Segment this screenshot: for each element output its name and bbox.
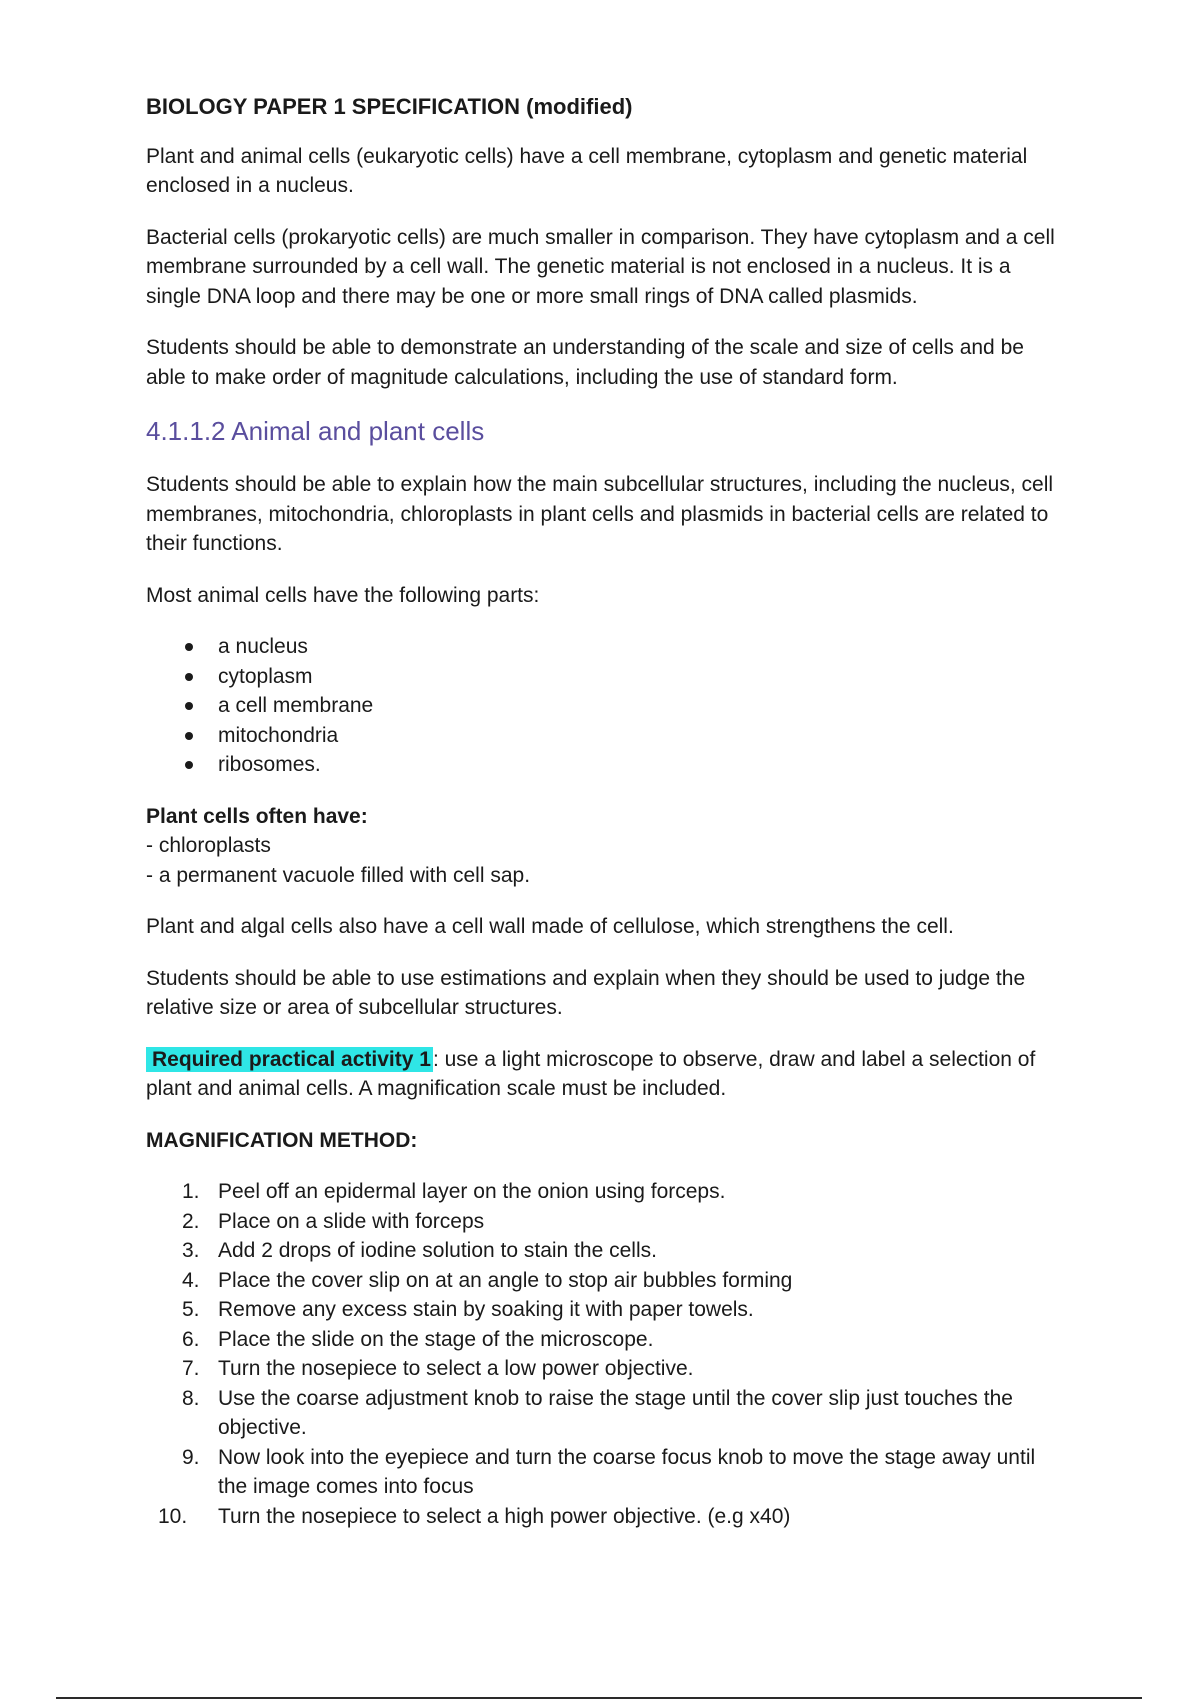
paragraph-estimation: Students should be able to use estimations and explain when they should be used to judge the relative size or area of subcellular structures. — [146, 966, 1026, 1019]
paragraph-scale: Students should be able to demonstrate an understanding of the scale and size of cells and be able to make order of magnitude calculations, including the use of standard form. — [146, 336, 1024, 389]
list-item — [146, 1502, 1066, 1532]
list-item: mitochondria — [146, 721, 1066, 751]
step-text: Place the cover slip on at an angle to stop air bubbles forming — [218, 1268, 793, 1292]
step-text: Add 2 drops of iodine solution to stain the cells. — [218, 1239, 657, 1262]
list-item — [146, 1295, 1066, 1325]
list-item — [146, 1325, 1066, 1355]
section-heading: 4.1.1.2 Animal and plant cells — [146, 416, 485, 446]
list-item — [146, 1266, 1066, 1296]
list-item — [146, 1443, 1066, 1502]
step-number: 7. — [182, 1357, 200, 1380]
list-item — [146, 1384, 1066, 1443]
step-text: Place on a slide with forceps — [218, 1209, 485, 1233]
list-item: ribosomes. — [146, 750, 1066, 780]
list-item: a cell membrane — [146, 691, 1066, 721]
paragraph-cell-wall: Plant and algal cells also have a cell wall made of cellulose, which strengthens the cell. — [146, 915, 954, 938]
step-text: Use the coarse adjustment knob to raise the stage until the cover slip just touches the objective. — [218, 1386, 1013, 1439]
required-practical-label: Required practical activity 1 — [146, 1047, 433, 1072]
plant-part-line: - a permanent vacuole filled with cell sap. — [146, 863, 531, 887]
step-number: 1. — [182, 1180, 200, 1203]
required-practical-text: : use a light microscope to observe, draw and label a selection of plant and animal cells. A magnification scale must be included. — [146, 1047, 1036, 1100]
step-text: Remove any excess stain by soaking it with paper towels. — [218, 1298, 754, 1321]
paragraph-prokaryotic: Bacterial cells (prokaryotic cells) are much smaller in comparison. They have cytoplasm and a cell membrane surrounded by a cell wall. The genetic material is not enclosed in a nucleus. It is a single DNA loop and there may be one or more small rings of DNA called plasmids. — [146, 225, 1055, 308]
step-text: Now look into the eyepiece and turn the coarse focus knob to move the stage away until the image comes into focus — [218, 1445, 1036, 1498]
paragraph-subcellular: Students should be able to explain how the main subcellular structures, including the nucleus, cell membranes, mitochondria, chloroplasts in plant cells and plasmids in bacterial cells are related to their functions. — [146, 473, 1054, 555]
list-item — [146, 1207, 1066, 1237]
list-item: cytoplasm — [146, 662, 1066, 692]
plant-part-line: - chloroplasts — [146, 834, 271, 857]
page-bottom-rule — [56, 1697, 1142, 1699]
step-number: 10. — [158, 1504, 188, 1528]
step-text: Turn the nosepiece to select a low power objective. — [218, 1357, 694, 1380]
step-number: 9. — [182, 1445, 200, 1469]
step-number: 8. — [182, 1386, 200, 1410]
step-number: 3. — [182, 1239, 200, 1262]
step-number: 5. — [182, 1298, 200, 1321]
method-steps-list — [146, 1177, 1066, 1531]
step-number: 4. — [182, 1268, 200, 1292]
step-text: Place the slide on the stage of the microscope. — [218, 1327, 654, 1351]
list-item — [146, 1236, 1066, 1266]
plant-cells-block — [146, 802, 1066, 891]
list-item — [146, 1354, 1066, 1384]
document-page — [146, 92, 1066, 1531]
document-title: BIOLOGY PAPER 1 SPECIFICATION (modified) — [146, 94, 633, 119]
animal-parts-list — [146, 632, 1066, 780]
list-item — [146, 1177, 1066, 1207]
step-text: Turn the nosepiece to select a high power objective. (e.g x40) — [218, 1504, 791, 1528]
plant-cells-heading: Plant cells often have: — [146, 804, 368, 828]
required-practical-paragraph — [146, 1045, 1066, 1104]
animal-parts-intro: Most animal cells have the following parts: — [146, 583, 540, 607]
list-item: a nucleus — [146, 632, 1066, 662]
paragraph-eukaryotic: Plant and animal cells (eukaryotic cells) have a cell membrane, cytoplasm and genetic material enclosed in a nucleus. — [146, 144, 1028, 197]
method-heading: MAGNIFICATION METHOD: — [146, 1128, 418, 1152]
step-number: 6. — [182, 1327, 200, 1351]
step-number: 2. — [182, 1209, 200, 1233]
step-text: Peel off an epidermal layer on the onion using forceps. — [218, 1180, 726, 1203]
